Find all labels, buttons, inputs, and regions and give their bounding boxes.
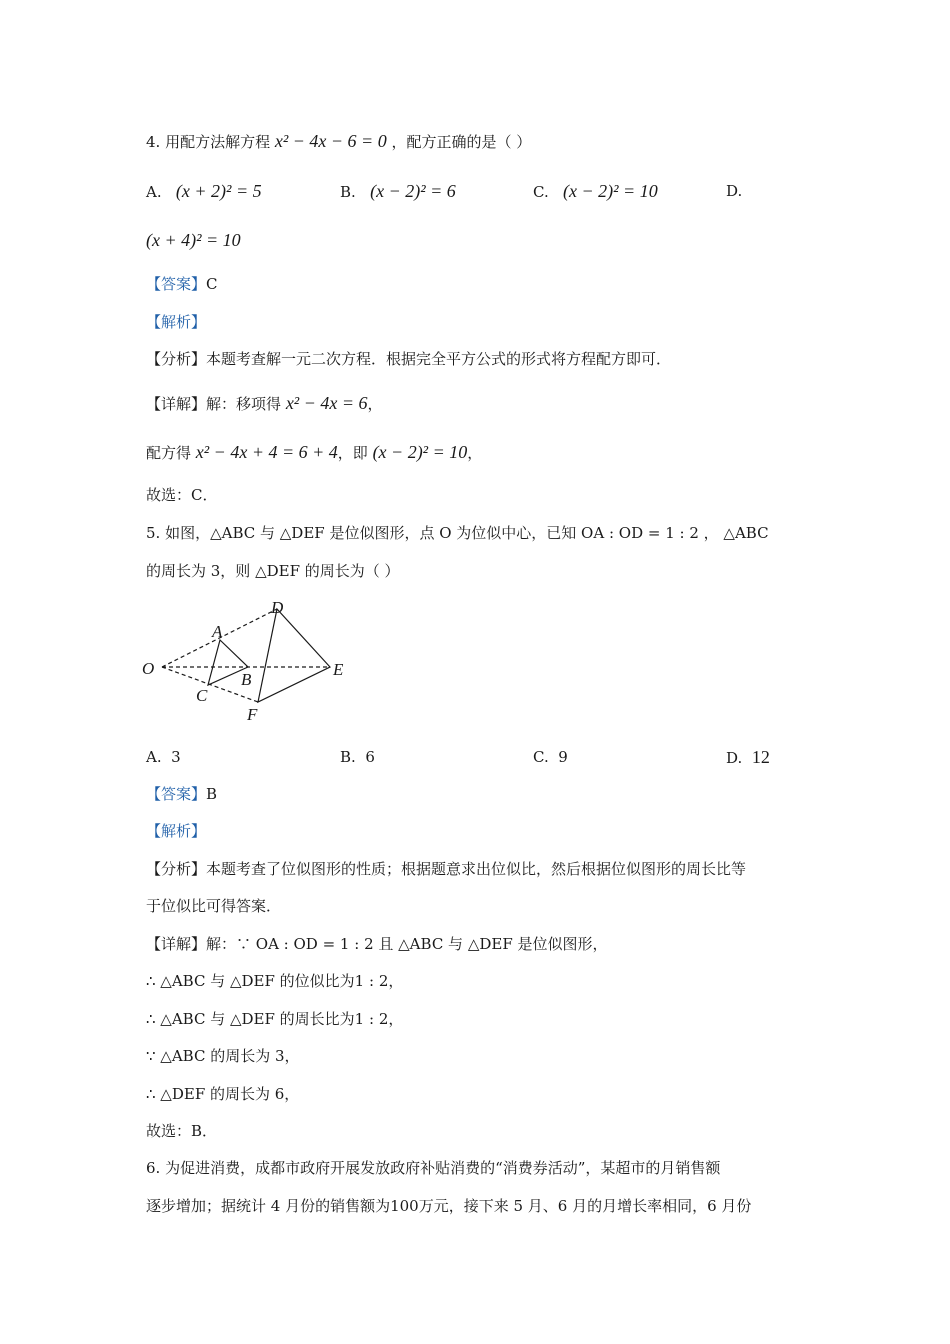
q5-answer: 【答案】B [146, 785, 218, 803]
q5-stem-2: 的周长为 3，则 △DEF 的周长为（ ） [146, 562, 400, 580]
label-e: E [333, 660, 344, 679]
q5-option-d: D. 12 [726, 747, 770, 767]
label-d: D [271, 598, 284, 617]
q5-detail-1: 【详解】解：∵ OA : OD = 1 : 2 且 △ABC 与 △DEF 是位似图形， [146, 935, 608, 953]
q5-homothety-figure [140, 595, 360, 725]
q5-detail-3: ∴ △ABC 与 △DEF 的周长比为1 : 2， [146, 1010, 404, 1028]
label-f: F [247, 705, 258, 724]
q4-stem [146, 130, 531, 153]
q6-line-1: 6. 为促进消费，成都市政府开展发放政府补贴消费的“消费券活动”，某超市的月销售额 [146, 1159, 721, 1177]
q5-option-c: C. 9 [533, 748, 568, 766]
q5-fenxi-2: 于位似比可得答案． [146, 897, 282, 915]
q4-option-a: A. (x + 2)² = 5 [146, 181, 262, 201]
q4-option-c: C. (x − 2)² = 10 [533, 181, 658, 201]
q4-choose: 故选：C． [146, 486, 218, 504]
label-o: O [142, 659, 155, 678]
label-c: C [196, 686, 208, 705]
q4-answer: 【答案】C [146, 275, 218, 293]
q5-detail-4: ∵ △ABC 的周长为 3， [146, 1047, 300, 1065]
q5-option-a: A. 3 [146, 748, 181, 766]
q5-fenxi-1: 【分析】本题考查了位似图形的性质；根据题意求出位似比，然后根据位似图形的周长比等 [146, 860, 747, 878]
q4-detail-1: 【详解】解：移项得 x² − 4x = 6， [146, 393, 383, 413]
q4-stem-equation: x² − 4x − 6 = 0 [274, 131, 387, 151]
q4-stem-suffix: ，配方正确的是（ ） [391, 133, 532, 151]
q6-line-2: 逐步增加；据统计 4 月份的销售额为100万元，接下来 5 月、6 月的月增长率相同，6 月份 [146, 1197, 752, 1215]
q5-analysis-tag: 【解析】 [146, 822, 207, 840]
label-b: B [241, 670, 252, 689]
q5-option-b: B. 6 [340, 748, 375, 766]
q4-analysis-tag: 【解析】 [146, 313, 207, 331]
q4-option-d-expr: (x + 4)² = 10 [146, 230, 241, 250]
q5-detail-5: ∴ △DEF 的周长为 6， [146, 1085, 300, 1103]
q4-option-b: B. (x − 2)² = 6 [340, 181, 456, 201]
label-a: A [212, 622, 223, 641]
q4-stem-prefix: 4. 用配方法解方程 [146, 133, 271, 151]
q5-stem-1: 5. 如图，△ABC 与 △DEF 是位似图形，点 O 为位似中心，已知 OA : OD = 1 : 2 ， △ABC [146, 524, 769, 542]
q4-option-d: D. [726, 182, 743, 200]
triangle-def [258, 609, 330, 702]
q5-detail-2: ∴ △ABC 与 △DEF 的位似比为1 : 2， [146, 972, 404, 990]
q4-fenxi: 【分析】本题考查解一元二次方程．根据完全平方公式的形式将方程配方即可． [146, 350, 672, 368]
q5-choose: 故选：B． [146, 1122, 218, 1140]
q4-detail-2: 配方得 x² − 4x + 4 = 6 + 4，即 (x − 2)² = 10， [146, 442, 483, 462]
